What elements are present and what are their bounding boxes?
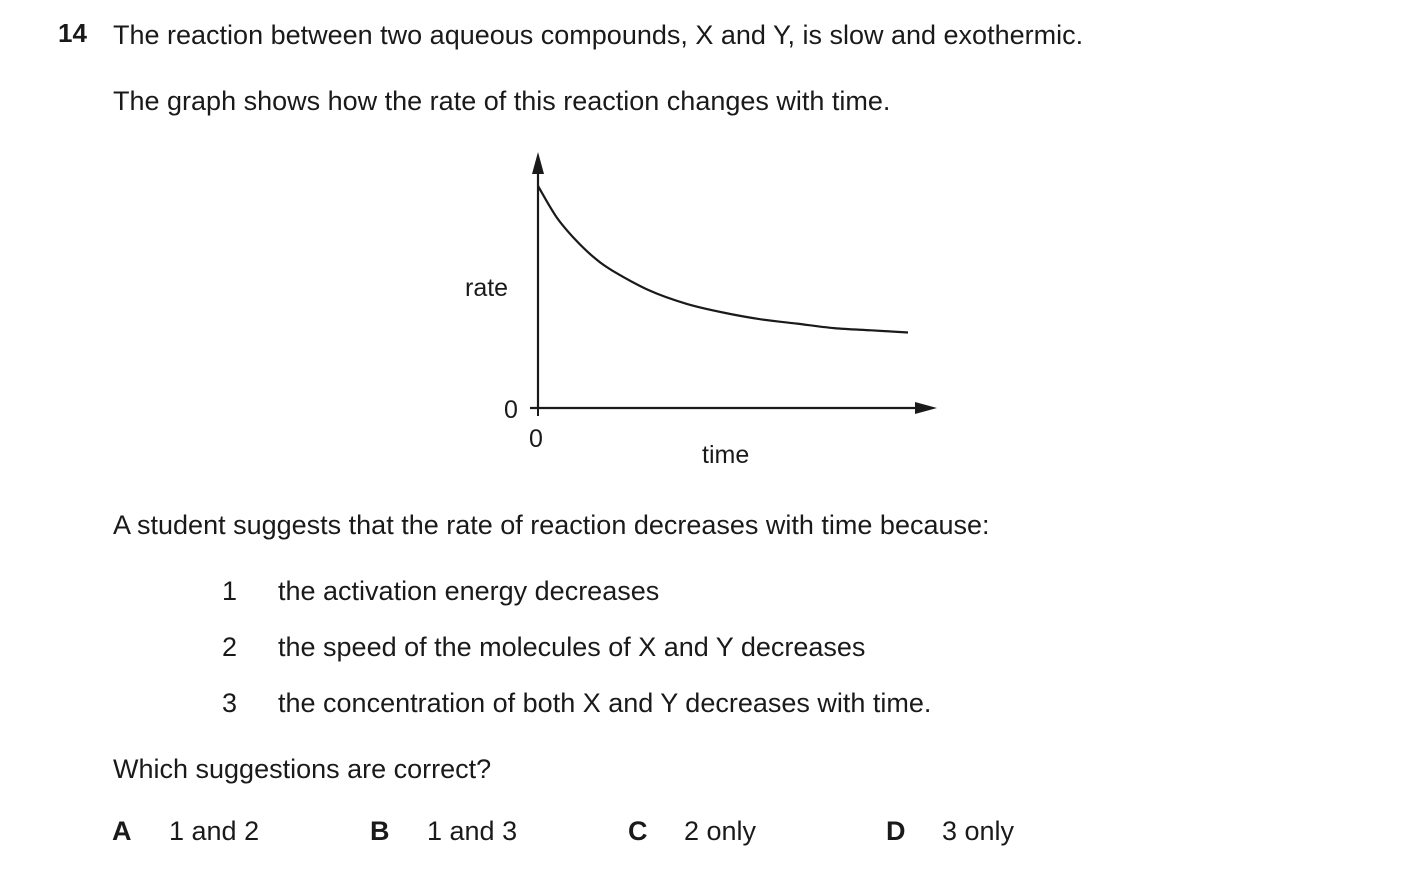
option-d-letter[interactable]: D	[886, 816, 906, 846]
option-c-text[interactable]: 2 only	[684, 816, 757, 846]
question-number: 14	[58, 18, 87, 48]
suggestion-intro: A student suggests that the rate of reaction decreases with time because:	[113, 510, 990, 540]
suggestion-number-1: 1	[222, 576, 238, 606]
suggestion-text-3: the concentration of both X and Y decreases with time.	[278, 688, 932, 718]
option-b-letter[interactable]: B	[370, 816, 390, 846]
y-axis-label: rate	[465, 274, 509, 302]
suggestion-text-1: the activation energy decreases	[278, 576, 660, 606]
rate-time-graph	[440, 140, 960, 480]
rate-curve	[538, 186, 908, 333]
option-a-letter[interactable]: A	[112, 816, 132, 846]
suggestion-text-2: the speed of the molecules of X and Y decreases	[278, 632, 866, 662]
graph-intro: The graph shows how the rate of this reaction changes with time.	[113, 86, 891, 116]
y-origin-label: 0	[504, 396, 518, 424]
y-axis-arrow-icon	[532, 152, 544, 174]
x-axis-label: time	[702, 441, 750, 469]
x-origin-label: 0	[529, 425, 543, 453]
option-b-text[interactable]: 1 and 3	[427, 816, 518, 846]
option-a-text[interactable]: 1 and 2	[169, 816, 260, 846]
x-axis-arrow-icon	[915, 402, 937, 414]
suggestion-number-3: 3	[222, 688, 238, 718]
option-d-text[interactable]: 3 only	[942, 816, 1015, 846]
suggestion-number-2: 2	[222, 632, 238, 662]
question-stem: The reaction between two aqueous compounds, X and Y, is slow and exothermic.	[113, 20, 1084, 50]
option-c-letter[interactable]: C	[628, 816, 648, 846]
question-prompt: Which suggestions are correct?	[113, 754, 492, 784]
